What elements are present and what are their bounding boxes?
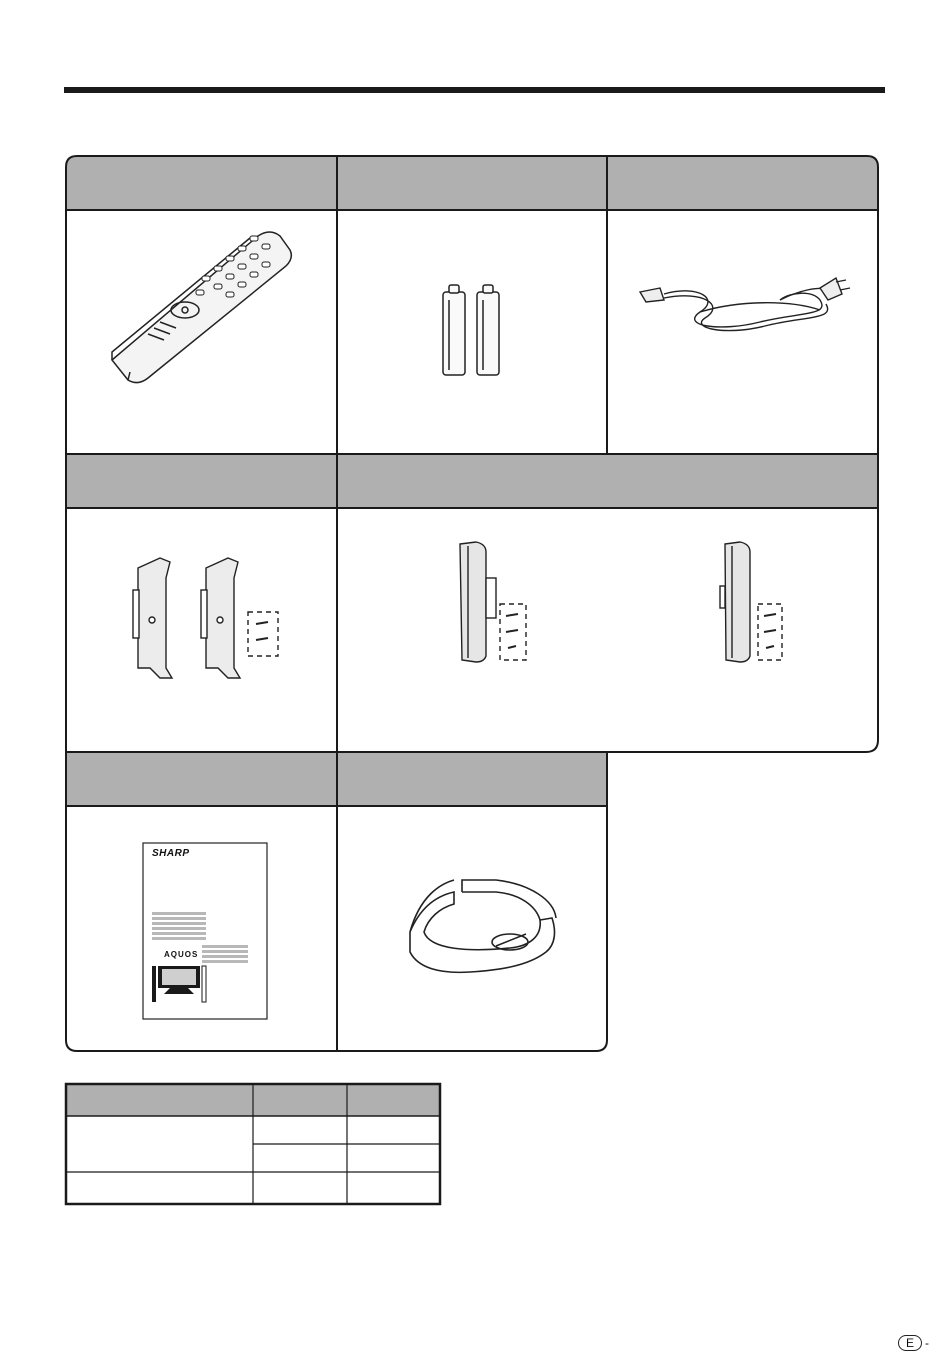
page-badge — [898, 1334, 929, 1352]
language-badge: E — [898, 1335, 922, 1351]
manual-brand: SHARP — [152, 848, 190, 859]
page-number-suffix: - — [925, 1336, 929, 1350]
manual-product: AQUOS — [164, 950, 199, 959]
